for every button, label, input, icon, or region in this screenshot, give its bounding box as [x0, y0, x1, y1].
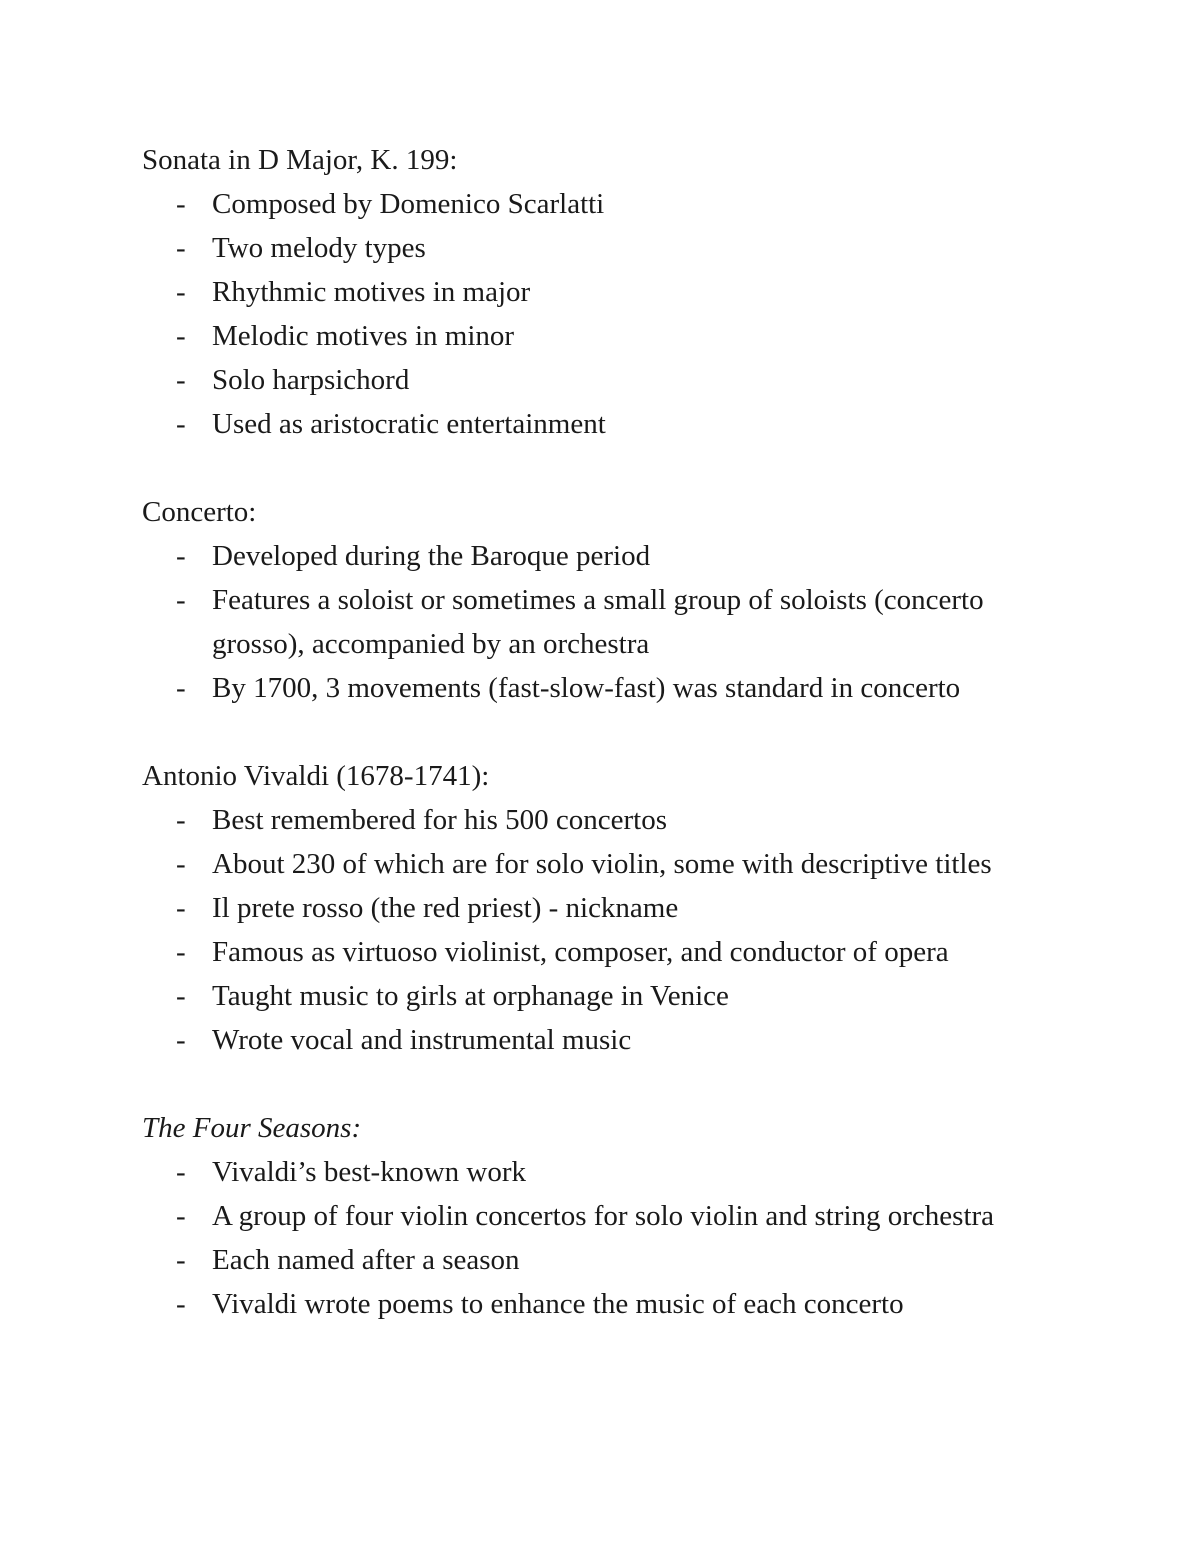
list-item [142, 578, 1072, 666]
list-item [142, 534, 1072, 578]
list-item [142, 1194, 1072, 1238]
dash-bullet: - [176, 848, 186, 880]
dash-bullet: - [176, 276, 186, 308]
list-item [142, 974, 1072, 1018]
list-item-text: Two melody types [212, 232, 426, 264]
list-item-text: Rhythmic motives in major [212, 276, 531, 308]
list-item-text: Each named after a season [212, 1244, 520, 1276]
dash-bullet: - [176, 320, 186, 352]
dash-bullet: - [176, 1288, 186, 1320]
section-concerto [142, 490, 1072, 710]
dash-bullet: - [176, 1024, 186, 1056]
list-item-text: Taught music to girls at orphanage in Venice [212, 980, 729, 1012]
dash-bullet: - [176, 540, 186, 572]
dash-bullet: - [176, 1244, 186, 1276]
list-item [142, 798, 1072, 842]
dash-bullet: - [176, 584, 186, 616]
list-item-text: Wrote vocal and instrumental music [212, 1024, 632, 1056]
list-item-text: Il prete rosso (the red priest) - nickname [212, 892, 679, 924]
list-item [142, 358, 1072, 402]
dash-bullet: - [176, 892, 186, 924]
list-item [142, 1018, 1072, 1062]
list-item-text: Best remembered for his 500 concertos [212, 804, 667, 836]
list-item-text: About 230 of which are for solo violin, some with descriptive titles [212, 848, 992, 880]
section-scarlatti-sonata [142, 138, 1072, 446]
section-heading: The Four Seasons: [142, 1112, 362, 1144]
list-item [142, 930, 1072, 974]
dash-bullet: - [176, 364, 186, 396]
list-item-text: Developed during the Baroque period [212, 540, 651, 572]
list-item [142, 1238, 1072, 1282]
list-item-text: Used as aristocratic entertainment [212, 408, 606, 440]
list-item [142, 314, 1072, 358]
dash-bullet: - [176, 232, 186, 264]
dash-bullet: - [176, 188, 186, 220]
list-item-text: Famous as virtuoso violinist, composer, and conductor of opera [212, 936, 949, 968]
list-item-text: Solo harpsichord [212, 364, 410, 396]
list-item [142, 1282, 1072, 1326]
dash-bullet: - [176, 408, 186, 440]
dash-bullet: - [176, 672, 186, 704]
list-item [142, 270, 1072, 314]
section-heading: Sonata in D Major, K. 199: [142, 144, 458, 176]
dash-bullet: - [176, 980, 186, 1012]
list-item [142, 666, 1072, 710]
list-item [142, 886, 1072, 930]
dash-bullet: - [176, 936, 186, 968]
section-vivaldi [142, 754, 1072, 1062]
bullet-list [142, 798, 1072, 1062]
section-heading: Concerto: [142, 496, 257, 528]
section-heading: Antonio Vivaldi (1678-1741): [142, 760, 490, 792]
list-item [142, 1150, 1072, 1194]
list-item [142, 402, 1072, 446]
list-item-text: Vivaldi wrote poems to enhance the music of each concerto [212, 1288, 904, 1320]
list-item-text: By 1700, 3 movements (fast-slow-fast) was standard in concerto [212, 672, 961, 704]
bullet-list [142, 1150, 1072, 1326]
list-item-text: Features a soloist or sometimes a small group of soloists (concerto grosso), accompanied by an orchestra [212, 584, 984, 660]
dash-bullet: - [176, 804, 186, 836]
dash-bullet: - [176, 1200, 186, 1232]
list-item [142, 182, 1072, 226]
list-item-text: A group of four violin concertos for solo violin and string orchestra [212, 1200, 995, 1232]
list-item-text: Melodic motives in minor [212, 320, 515, 352]
list-item [142, 842, 1072, 886]
list-item-text: Composed by Domenico Scarlatti [212, 188, 605, 220]
section-four-seasons [142, 1106, 1072, 1326]
dash-bullet: - [176, 1156, 186, 1188]
list-item-text: Vivaldi’s best-known work [212, 1156, 527, 1188]
bullet-list [142, 182, 1072, 446]
bullet-list [142, 534, 1072, 710]
document-page [142, 138, 1072, 1370]
list-item [142, 226, 1072, 270]
